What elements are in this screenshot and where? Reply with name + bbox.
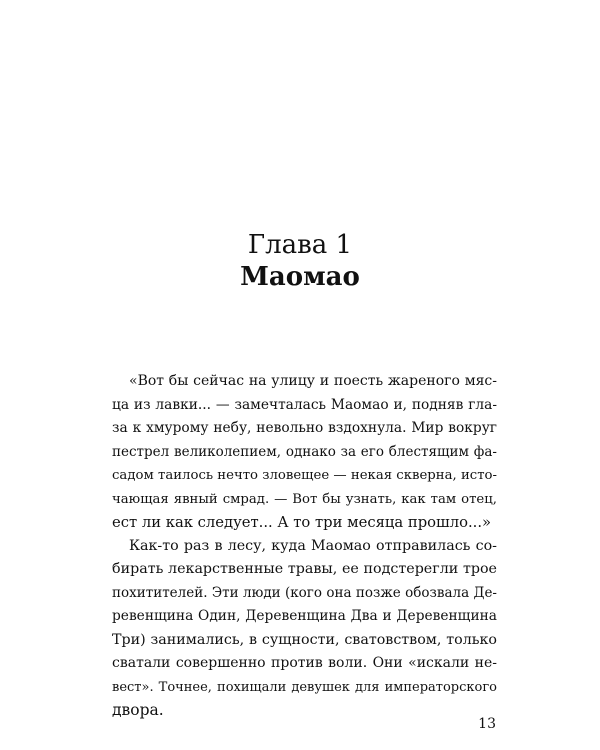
text-line: Три) занимались, в сущности, сватовством, только bbox=[112, 631, 497, 648]
text-line: чающая явный смрад. — Вот бы узнать, как там отец, bbox=[112, 491, 497, 507]
text-line: двора. bbox=[112, 701, 164, 719]
text-line: ревенщина Один, Деревенщина Два и Деревенщина bbox=[112, 608, 497, 624]
text-line: ест ли как следует... А то три месяца прошло...» bbox=[112, 514, 492, 531]
text-line: «Вот бы сейчас на улицу и поесть жареного мяс- bbox=[129, 373, 497, 389]
text-line: ца из лавки... — замечталась Маомао и, подняв гла- bbox=[112, 396, 497, 413]
paragraph bbox=[112, 370, 497, 535]
text-line: Как-то раз в лесу, куда Маомао отправилась со- bbox=[129, 537, 497, 554]
chapter-number: Глава 1 bbox=[247, 230, 353, 260]
text-line: за к хмурому небу, невольно вздохнула. Мир вокруг bbox=[112, 420, 497, 436]
text-line: садом таилось нечто зловещее — некая скверна, исто- bbox=[112, 468, 497, 483]
chapter-title: Маомао bbox=[240, 262, 360, 292]
page-number: 13 bbox=[478, 716, 496, 732]
body-text bbox=[112, 370, 497, 723]
text-line: бирать лекарственные травы, ее подстерегли трое bbox=[112, 561, 497, 577]
text-line: пестрел великолепием, однако за его блестящим фа- bbox=[112, 443, 497, 460]
text-line: похитителей. Эти люди (кого она позже обозвала Де- bbox=[112, 584, 497, 601]
paragraph bbox=[112, 535, 497, 723]
text-line: вест». Точнее, похищали девушек для императорского bbox=[112, 679, 497, 695]
text-line: сватали совершенно против воли. Они «искали не- bbox=[112, 655, 497, 671]
